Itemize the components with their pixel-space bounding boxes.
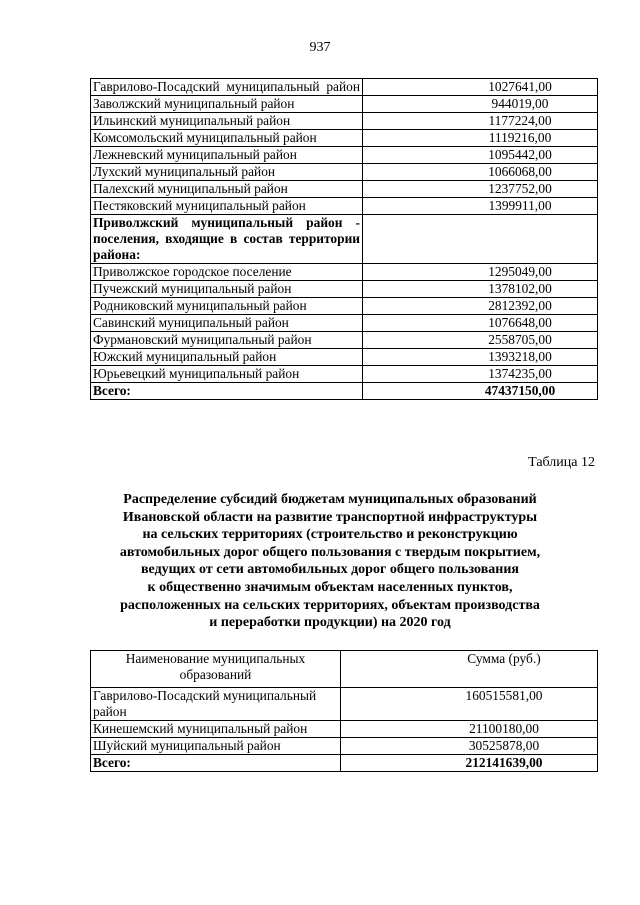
municipality-name: Приволжское городское поселение bbox=[91, 264, 363, 281]
total-row bbox=[91, 383, 598, 400]
municipality-name: Южский муниципальный район bbox=[91, 349, 363, 366]
municipal-subsidy-table-continued bbox=[90, 78, 598, 400]
column-header-sum: Сумма (руб.) bbox=[341, 651, 598, 688]
subsidy-amount: 1378102,00 bbox=[363, 281, 598, 298]
table-row bbox=[91, 298, 598, 315]
table-row bbox=[91, 721, 598, 738]
subsidy-amount: 2812392,00 bbox=[363, 298, 598, 315]
table-row bbox=[91, 79, 598, 96]
subsidy-amount: 1374235,00 bbox=[363, 366, 598, 383]
transport-subsidy-table bbox=[90, 650, 598, 772]
municipality-name: Комсомольский муниципальный район bbox=[91, 130, 363, 147]
subsidy-amount: 944019,00 bbox=[363, 96, 598, 113]
table-row bbox=[91, 96, 598, 113]
table-row bbox=[91, 215, 598, 264]
table-row bbox=[91, 264, 598, 281]
table-caption: Таблица 12 bbox=[528, 455, 595, 470]
municipality-name: Всего: bbox=[91, 755, 341, 772]
subsidy-amount bbox=[363, 215, 598, 264]
table-row bbox=[91, 366, 598, 383]
municipality-name: Пучежский муниципальный район bbox=[91, 281, 363, 298]
municipality-name: Савинский муниципальный район bbox=[91, 315, 363, 332]
column-header-name: Наименование муниципальных образований bbox=[91, 651, 341, 688]
subsidy-amount: 1066068,00 bbox=[363, 164, 598, 181]
subsidy-amount: 1237752,00 bbox=[363, 181, 598, 198]
subsidy-amount: 47437150,00 bbox=[363, 383, 598, 400]
table-row bbox=[91, 147, 598, 164]
subsidy-amount: 1295049,00 bbox=[363, 264, 598, 281]
table-heading-line: на сельских территориях (строительство и реконструкцию bbox=[142, 527, 518, 543]
table-row bbox=[91, 130, 598, 147]
subsidy-amount: 1177224,00 bbox=[363, 113, 598, 130]
subsidy-amount: 1076648,00 bbox=[363, 315, 598, 332]
table-row bbox=[91, 349, 598, 366]
table-row bbox=[91, 198, 598, 215]
municipality-name: Лежневский муниципальный район bbox=[91, 147, 363, 164]
municipality-name: Всего: bbox=[91, 383, 363, 400]
municipality-name: Кинешемский муниципальный район bbox=[91, 721, 341, 738]
municipality-name: Гаврилово-Посадский муниципальный район bbox=[91, 79, 363, 96]
table-row bbox=[91, 281, 598, 298]
table-heading-line: расположенных на сельских территориях, объектам производства bbox=[120, 597, 540, 613]
subsidy-amount: 160515581,00 bbox=[341, 688, 598, 721]
subsidy-amount: 1027641,00 bbox=[363, 79, 598, 96]
table-heading-line: и переработки продукции) на 2020 год bbox=[209, 615, 451, 631]
table-heading-line: Распределение субсидий бюджетам муниципальных образований bbox=[123, 492, 537, 507]
subsidy-amount: 212141639,00 bbox=[341, 755, 598, 772]
municipality-name: Шуйский муниципальный район bbox=[91, 738, 341, 755]
table-heading-line: Ивановской области на развитие транспортной инфраструктуры bbox=[122, 509, 538, 525]
municipality-name: Лухский муниципальный район bbox=[91, 164, 363, 181]
municipality-name: Фурмановский муниципальный район bbox=[91, 332, 363, 349]
municipality-name: Юрьевецкий муниципальный район bbox=[91, 366, 363, 383]
table-row bbox=[91, 181, 598, 198]
subsidy-amount: 30525878,00 bbox=[341, 738, 598, 755]
table-row bbox=[91, 738, 598, 755]
table-row bbox=[91, 688, 598, 721]
table-heading-line: к общественно значимым объектам населенных пунктов, bbox=[147, 579, 513, 595]
subsidy-amount: 1119216,00 bbox=[363, 130, 598, 147]
table-row bbox=[91, 315, 598, 332]
table-row bbox=[91, 332, 598, 349]
municipality-name: Пестяковский муниципальный район bbox=[91, 198, 363, 215]
table-row bbox=[91, 113, 598, 130]
municipality-name: Заволжский муниципальный район bbox=[91, 96, 363, 113]
subsidy-amount: 1399911,00 bbox=[363, 198, 598, 215]
subsidy-amount: 1095442,00 bbox=[363, 147, 598, 164]
table-heading-line: автомобильных дорог общего пользования с твердым покрытием, bbox=[119, 544, 541, 560]
page-number: 937 bbox=[309, 40, 331, 55]
table-heading-line: ведущих от сети автомобильных дорог общего пользования bbox=[141, 562, 519, 578]
subsidy-amount: 21100180,00 bbox=[341, 721, 598, 738]
table-header-row bbox=[91, 651, 598, 688]
subsidy-amount: 1393218,00 bbox=[363, 349, 598, 366]
total-row bbox=[91, 755, 598, 772]
municipality-name: Ильинский муниципальный район bbox=[91, 113, 363, 130]
municipality-name: Палехский муниципальный район bbox=[91, 181, 363, 198]
municipality-name: Родниковский муниципальный район bbox=[91, 298, 363, 315]
municipality-name: Приволжский муниципальный район - поселения, входящие в состав территории района: bbox=[91, 215, 363, 264]
municipality-name: Гаврилово-Посадский муниципальный район bbox=[91, 688, 341, 721]
table-heading bbox=[92, 491, 568, 632]
subsidy-amount: 2558705,00 bbox=[363, 332, 598, 349]
table-row bbox=[91, 164, 598, 181]
